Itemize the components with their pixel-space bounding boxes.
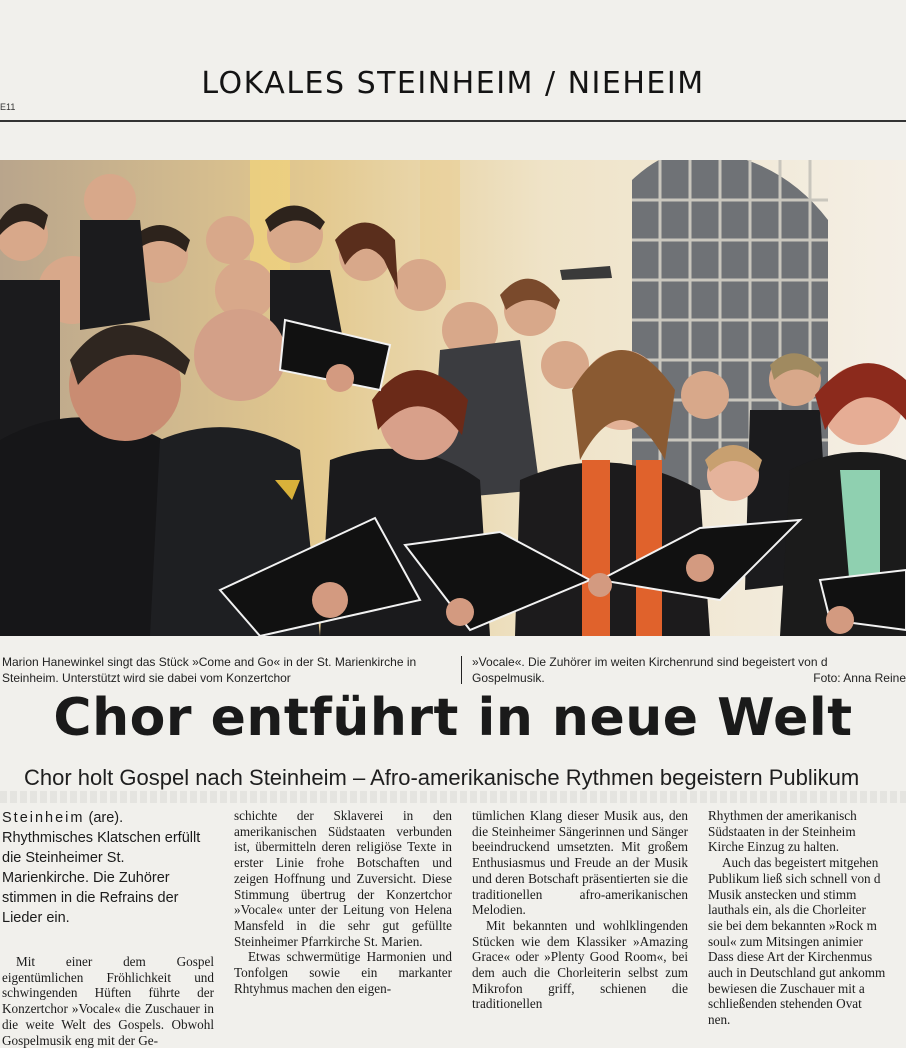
article-paragraph: tümlichen Klang dieser Musik aus, den die Steinheimer Sängerinnen und Sänger beeindruckend umsetzten. Mit großem Enthusiasmus und Freude an der Musik und deren Botschaft präsentierten sie die traditionellen afro-amerikanischen Melodien. xyxy=(472,808,688,918)
page-number: E11 xyxy=(0,102,16,112)
caption-right-line1: »Vocale«. Die Zuhörer im weiten Kirchenrund sind begeistert von d xyxy=(472,655,828,669)
article-line: bewiesen die Zuschauer mit a xyxy=(708,980,865,996)
article-column-4 xyxy=(708,808,906,1028)
article-line: Südstaaten in der Steinheim xyxy=(708,823,856,839)
article-column-3 xyxy=(472,808,688,1012)
article-line: Auch das begeistert mitgehen xyxy=(722,855,879,871)
article-line: sie bei dem bekannten »Rock m xyxy=(708,917,877,933)
article-headline: Chor entführt in neue Welt xyxy=(53,688,853,748)
dateline-text: (are). Rhythmisches Klatschen erfüllt die Steinheimer St. Marienkirche. Die Zuhörer stimmen in die Refrains der Lieder ein. xyxy=(2,810,201,926)
choir-photo xyxy=(0,160,906,636)
section-title: LOKALES STEINHEIM / NIEHEIM xyxy=(201,66,705,101)
article-line: schließenden stehenden Ovat xyxy=(708,996,862,1012)
article-subheadline: Chor holt Gospel nach Steinheim – Afro-amerikanische Rythmen begeistern Publikum xyxy=(24,765,860,790)
caption-divider xyxy=(461,656,462,684)
article-line: auch in Deutschland gut ankomm xyxy=(708,965,886,981)
bleed-through-text xyxy=(0,791,906,803)
photo-caption-left: Marion Hanewinkel singt das Stück »Come and Go« in der St. Marienkirche in Steinheim. Unterstützt wird sie dabei vom Konzertchor xyxy=(2,655,417,685)
header-rule xyxy=(0,120,906,122)
article-line: Musik anstecken und stimm xyxy=(708,886,857,902)
article-paragraph: Mit bekannten und wohlklingenden Stücken wie dem Klassiker »Amazing Grace« oder »Plenty Good Room«, bei dem auch die Chorleiterin selbst zum Mikrofon griff, schienen die traditionellen xyxy=(472,917,688,1012)
article-line: Dass diese Art der Kirchenmus xyxy=(708,949,873,965)
article-column-2 xyxy=(234,808,452,996)
article-line: Publikum ließ sich schnell von d xyxy=(708,870,881,886)
article-paragraph: schichte der Sklaverei in den amerikanischen Südstaaten verbunden ist, übermitteln deren religiöse Texte in erster Linie frohe Botschaften und zeigen Hoffnung und Zuversicht. Diese Stimmung übertrug der Konzertchor »Vocale« unter der Leitung von Helena Mansfeld in die sehr gut gefüllte Steinheimer Pfarrkirche St. Marien. xyxy=(234,808,452,949)
article-paragraph: Mit einer dem Gospel eigentümlichen Fröhlichkeit und schwingenden Hüften führte der Konzertchor »Vocale« die Zuschauer in die weite Welt des Gospels. Obwohl Gospelmusik eng mit der Ge- xyxy=(2,954,214,1048)
article-line: lauthals ein, als die Chorleiter xyxy=(708,902,866,918)
article-line: nen. xyxy=(708,1012,731,1028)
dateline-place: Steinheim xyxy=(2,810,85,826)
article-line: Kirche Einzug zu halten. xyxy=(708,839,840,855)
photo-credit: Foto: Anna Reine xyxy=(813,671,906,685)
article-line: soul« zum Mitsingen animier xyxy=(708,933,863,949)
article-lead xyxy=(2,808,214,928)
article-line: Rhythmen der amerikanisch xyxy=(708,808,857,823)
photo-caption-right xyxy=(472,654,906,686)
article-paragraph: Etwas schwermütige Harmonien und Tonfolgen sowie ein markanter Rhtyhmus machen den eigen- xyxy=(234,949,452,996)
article-column-1 xyxy=(2,808,214,1048)
caption-right-line2: Gospelmusik. xyxy=(472,671,545,685)
